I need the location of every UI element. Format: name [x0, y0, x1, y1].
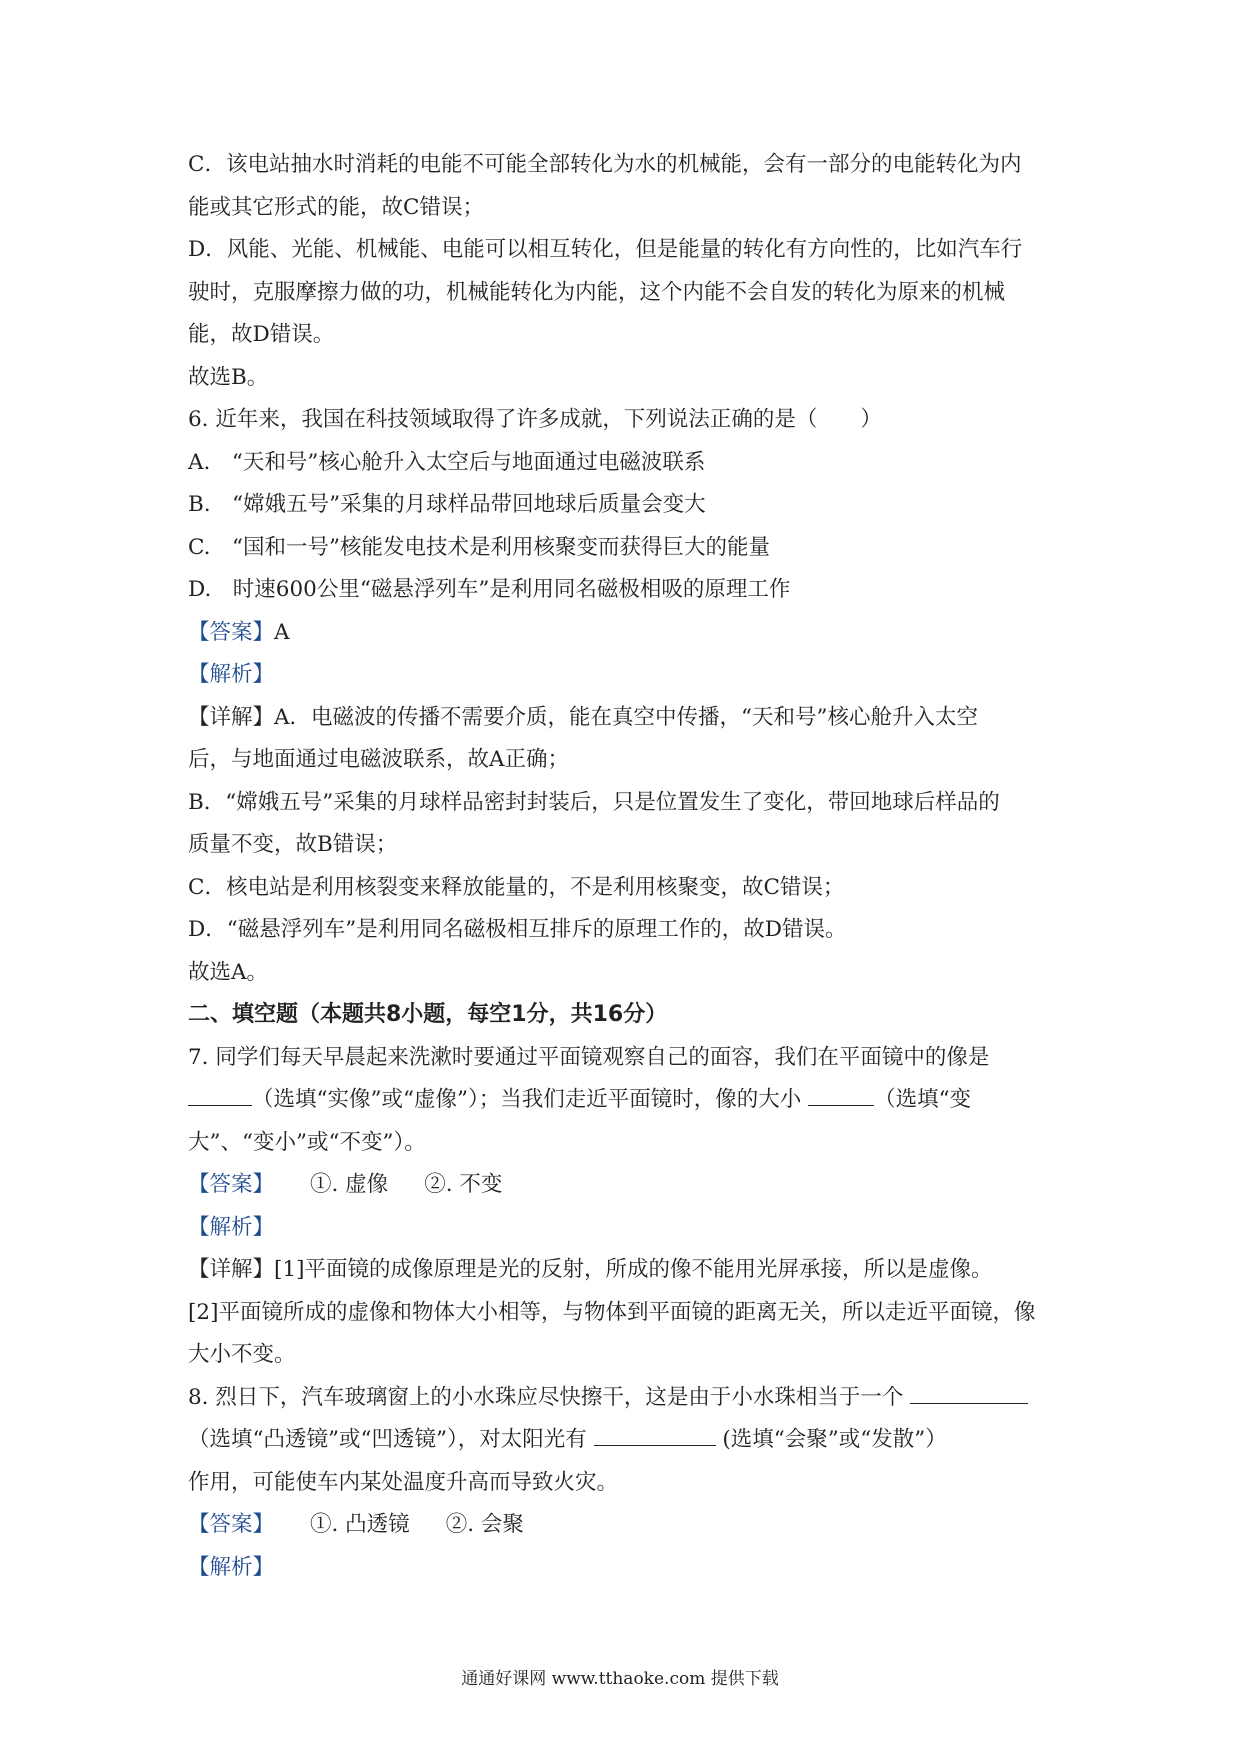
answer-tag: 【答案】: [188, 1512, 275, 1537]
text-fragment: （选填“实像”或“虚像”）；当我们走近平面镜时，像的大小: [252, 1087, 802, 1112]
answer-line: [188, 1504, 1058, 1547]
analysis-line: [188, 654, 1058, 697]
question-6-stem: 6. 近年来，我国在科技领域取得了许多成就，下列说法正确的是（ ）: [188, 407, 882, 432]
answer-tag: 【答案】: [188, 619, 275, 645]
detail-tag: 【详解】: [188, 1257, 275, 1282]
question-7-line2: [188, 1079, 1058, 1122]
text-line: 驶时，克服摩擦力做的功，机械能转化为内能，这个内能不会自发的转化为原来的机械: [188, 279, 1006, 305]
text-line: D．风能、光能、机械能、电能可以相互转化，但是能量的转化有方向性的，比如汽车行: [188, 237, 1023, 262]
question-8-stem: [188, 1377, 1058, 1420]
answer-value: A: [274, 619, 290, 645]
analysis-tag: 【解析】: [188, 1214, 275, 1240]
text-fragment: （选填“变: [874, 1087, 972, 1112]
analysis-tag: 【解析】: [188, 662, 275, 687]
analysis-tag: 【解析】: [188, 1554, 275, 1580]
document-page: [188, 144, 1058, 1589]
text-fragment: （选填“凸透镜”或“凹透镜”），对太阳光有: [188, 1427, 587, 1452]
option-a: A. “天和号”核心舱升入太空后与地面通过电磁波联系: [188, 449, 706, 475]
detail-tag: 【详解】: [188, 704, 275, 730]
option-b: B. “嫦娥五号”采集的月球样品带回地球后质量会变大: [188, 492, 706, 517]
answer-value: ②. 不变: [424, 1172, 503, 1197]
answer-value: ①. 虚像: [310, 1172, 389, 1197]
text-line: 能或其它形式的能，故C错误；: [188, 194, 484, 220]
text-line: [2]平面镜所成的虚像和物体大小相等，与物体到平面镜的距离无关，所以走近平面镜，像: [188, 1299, 1036, 1325]
detail-text: [1]平面镜的成像原理是光的反射，所成的像不能用光屏承接，所以是虚像。: [274, 1257, 993, 1282]
analysis-line: [188, 1547, 1058, 1590]
detail-text: A．电磁波的传播不需要介质，能在真空中传播，“天和号”核心舱升入太空: [274, 704, 979, 730]
text-line: 作用，可能使车内某处温度升高而导致火灾。: [188, 1469, 619, 1495]
answer-line: [188, 1164, 1058, 1207]
text-fragment: (选填“会聚”或“发散”）: [722, 1427, 947, 1452]
text-fragment: 8. 烈日下，汽车玻璃窗上的小水珠应尽快擦干，这是由于小水珠相当于一个: [188, 1384, 904, 1410]
text-line: C．该电站抽水时消耗的电能不可能全部转化为水的机械能，会有一部分的电能转化为内: [188, 152, 1022, 177]
question-7-stem: 7. 同学们每天早晨起来洗漱时要通过平面镜观察自己的面容，我们在平面镜中的像是: [188, 1044, 990, 1070]
text-line: B．“嫦娥五号”采集的月球样品密封封装后，只是位置发生了变化，带回地球后样品的: [188, 789, 1000, 815]
text-line: 后，与地面通过电磁波联系，故A正确；: [188, 747, 570, 772]
fill-blank: [910, 1383, 1028, 1404]
text-line: 大小不变。: [188, 1342, 296, 1367]
text-line: C．核电站是利用核裂变来释放能量的，不是利用核聚变，故C错误；: [188, 874, 845, 900]
text-line: 质量不变，故B错误；: [188, 832, 398, 857]
option-d: D. 时速600公里“磁悬浮列车”是利用同名磁极相吸的原理工作: [188, 577, 791, 602]
text-line: 故选B。: [188, 364, 269, 390]
option-c: C. “国和一号”核能发电技术是利用核聚变而获得巨大的能量: [188, 534, 771, 560]
analysis-line: [188, 1207, 1058, 1250]
text-line: D．“磁悬浮列车”是利用同名磁极相互排斥的原理工作的，故D错误。: [188, 917, 847, 942]
text-line: 故选A。: [188, 959, 269, 985]
answer-value: ②. 会聚: [445, 1512, 524, 1537]
fill-blank: [594, 1425, 716, 1446]
text-line: 能，故D错误。: [188, 322, 335, 347]
fill-blank: [808, 1085, 874, 1106]
answer-tag: 【答案】: [188, 1172, 275, 1197]
page-footer: 通通好课网 www.tthaoke.com 提供下载: [461, 1669, 779, 1689]
section-heading: 二、填空题（本题共8小题，每空1分，共16分）: [188, 1002, 668, 1027]
answer-line: [188, 612, 1058, 655]
detail-line: [188, 1249, 1058, 1292]
text-line: 大”、“变小”或“不变”）。: [188, 1129, 426, 1155]
question-8-line2: [188, 1419, 1058, 1462]
answer-value: ①. 凸透镜: [310, 1512, 410, 1537]
detail-line: [188, 697, 1058, 740]
fill-blank: [188, 1085, 252, 1106]
